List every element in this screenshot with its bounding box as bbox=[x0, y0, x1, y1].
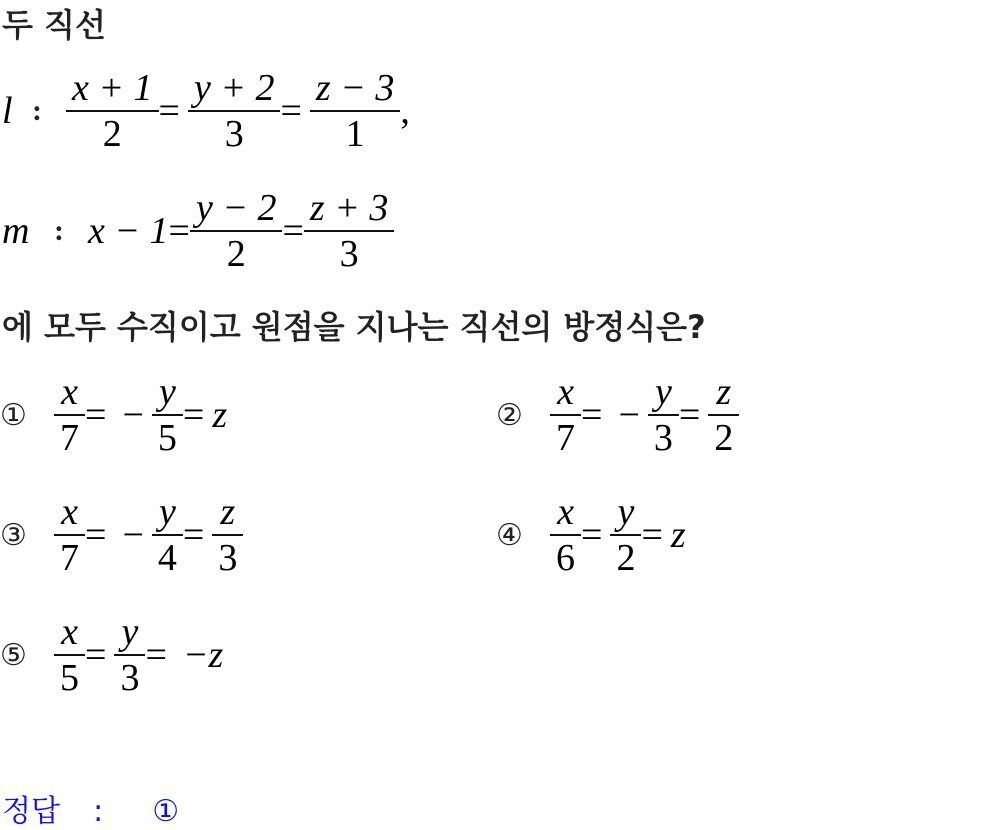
choice-2[interactable]: ② $\frac{x}{7}$ = − $\frac{y}{3}$ = $\frac{z}{2}$ bbox=[496, 370, 739, 460]
choice-3[interactable]: ③ $\frac{x}{7}$ = − $\frac{y}{4}$ = $\frac{z}{3}$ bbox=[0, 490, 243, 580]
comma: , bbox=[400, 90, 410, 132]
equals-sign: = bbox=[168, 210, 190, 252]
line-m-lhs: x − 1 bbox=[88, 210, 169, 252]
question-intro: 두 직선 bbox=[2, 6, 106, 44]
line-l-colon: : bbox=[32, 94, 42, 127]
choice-marker: ② bbox=[496, 397, 523, 433]
line-l-fraction-x: $\frac{x + 1}{2}$ bbox=[66, 66, 159, 156]
line-m-colon: : bbox=[54, 214, 64, 247]
answer-value: ① bbox=[152, 794, 180, 829]
choice-1[interactable]: ① $\frac{x}{7}$ = − $\frac{y}{5}$ = z bbox=[0, 371, 228, 459]
line-l-fraction-y: $\frac{y + 2}{3}$ bbox=[188, 66, 281, 156]
line-l-equation bbox=[2, 66, 410, 156]
line-m-name: m bbox=[2, 210, 30, 252]
line-l-name: l bbox=[2, 90, 13, 132]
line-m-equation bbox=[2, 186, 394, 276]
answer-line bbox=[2, 786, 179, 830]
choice-5[interactable]: ⑤ $\frac{x}{5}$ = $\frac{y}{3}$ = −z bbox=[0, 611, 224, 699]
choice-marker: ⑤ bbox=[0, 637, 27, 673]
equals-sign: = bbox=[280, 90, 302, 132]
choice-marker: ① bbox=[0, 397, 27, 433]
answer-colon: : bbox=[93, 794, 104, 829]
line-l-fraction-z: $\frac{z - 3}{1}$ bbox=[310, 66, 400, 156]
line-m-fraction-y: $\frac{y - 2}{2}$ bbox=[190, 186, 283, 276]
line-m-fraction-z: $\frac{z + 3}{3}$ bbox=[304, 186, 394, 276]
answer-label: 정답 bbox=[2, 794, 60, 829]
equals-sign: = bbox=[158, 90, 180, 132]
question-prompt: 에 모두 수직이고 원점을 지나는 직선의 방정식은? bbox=[2, 308, 706, 346]
equals-sign: = bbox=[282, 210, 304, 252]
choice-4[interactable]: ④ $\frac{x}{6}$ = $\frac{y}{2}$ = z bbox=[496, 491, 686, 579]
choice-marker: ④ bbox=[496, 517, 523, 553]
choice-marker: ③ bbox=[0, 517, 27, 553]
